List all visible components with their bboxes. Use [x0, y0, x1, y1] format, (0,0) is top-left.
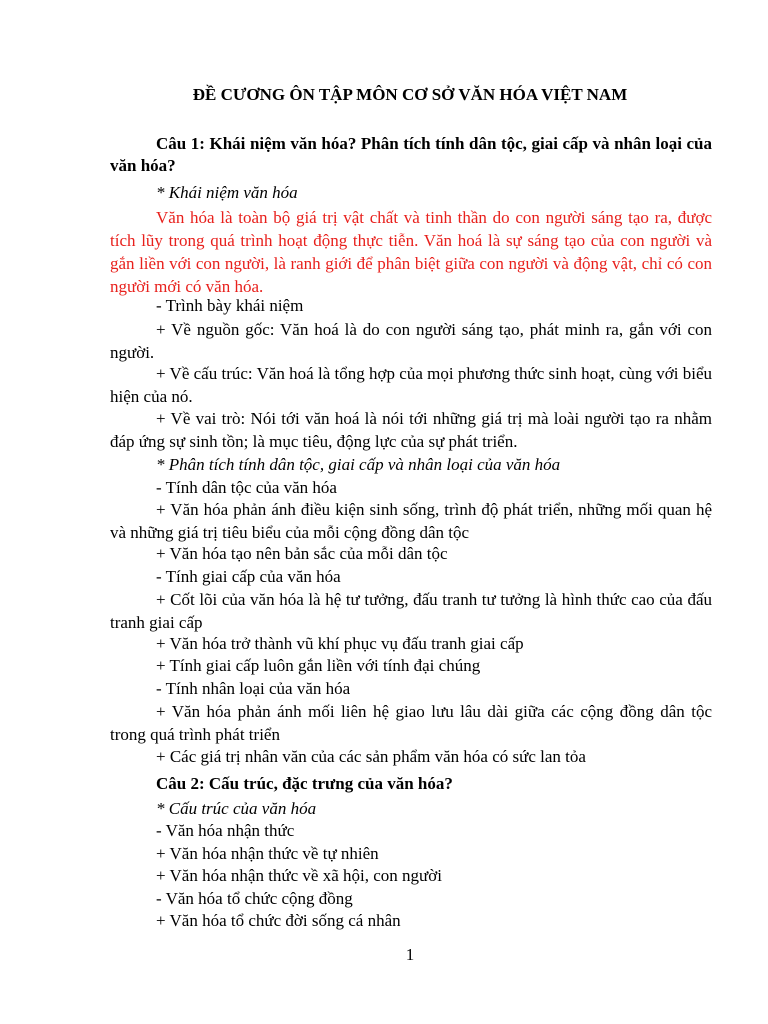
subheading-structure: * Cấu trúc của văn hóa	[156, 799, 317, 818]
item-cognitive-1: + Văn hóa nhận thức về tự nhiên	[156, 844, 379, 863]
item-community-1: + Văn hóa tổ chức đời sống cá nhân	[156, 911, 401, 930]
item-human: - Tính nhân loại của văn hóa	[156, 679, 351, 698]
item-class-3: + Tính giai cấp luôn gắn liền với tính đại chúng	[156, 656, 481, 675]
question-2: Câu 2: Cấu trúc, đặc trưng của văn hóa?	[156, 774, 453, 793]
item-cognitive-2: + Văn hóa nhận thức về xã hội, con người	[156, 866, 442, 885]
item-national: - Tính dân tộc của văn hóa	[156, 478, 337, 497]
item-class-1: + Cốt lõi của văn hóa là hệ tư tưởng, đấu tranh tư tưởng là hình thức cao của đấu tranh giai cấp	[110, 590, 712, 632]
item-class-2: + Văn hóa trở thành vũ khí phục vụ đấu tranh giai cấp	[156, 634, 524, 653]
question-1: Câu 1: Khái niệm văn hóa? Phân tích tính dân tộc, giai cấp và nhân loại của văn hóa?	[110, 134, 712, 175]
definition-paragraph: Văn hóa là toàn bộ giá trị vật chất và tinh thần do con người sáng tạo ra, được tích lũy trong quá trình hoạt động thực tiễn. Văn hoá là sự sáng tạo của con người và gắn liền với con người, là ranh giới để phân biệt giữa con người và động vật, chỉ có con người mới có văn hóa.	[110, 208, 712, 296]
item-present-concept: - Trình bày khái niệm	[156, 296, 304, 315]
item-class: - Tính giai cấp của văn hóa	[156, 567, 341, 586]
item-role: + Về vai trò: Nói tới văn hoá là nói tới những giá trị mà loài người tạo ra nhằm đáp ứng sự sinh tồn; là mục tiêu, động lực của sự phát triển.	[110, 409, 712, 451]
item-cognitive: - Văn hóa nhận thức	[156, 821, 295, 840]
item-human-1: + Văn hóa phản ánh mối liên hệ giao lưu lâu dài giữa các cộng đồng dân tộc trong quá trình phát triển	[110, 702, 712, 744]
item-origin: + Về nguồn gốc: Văn hoá là do con người sáng tạo, phát minh ra, gắn với con người.	[110, 320, 712, 362]
item-national-1: + Văn hóa phản ánh điều kiện sinh sống, trình độ phát triển, những mối quan hệ và những giá trị tiêu biểu của mỗi cộng đồng dân tộc	[110, 500, 712, 542]
subheading-concept: * Khái niệm văn hóa	[156, 183, 298, 202]
document-title: ĐỀ CƯƠNG ÔN TẬP MÔN CƠ SỞ VĂN HÓA VIỆT NAM	[192, 85, 628, 104]
subheading-analysis: * Phân tích tính dân tộc, giai cấp và nhân loại của văn hóa	[156, 455, 561, 474]
page-number: 1	[405, 945, 415, 964]
item-human-2: + Các giá trị nhân văn của các sản phẩm văn hóa có sức lan tỏa	[156, 747, 586, 766]
item-structure: + Về cấu trúc: Văn hoá là tổng hợp của mọi phương thức sinh hoạt, cùng với biểu hiện của nó.	[110, 364, 712, 406]
item-community: - Văn hóa tổ chức cộng đồng	[156, 889, 353, 908]
item-national-2: + Văn hóa tạo nên bản sắc của mỗi dân tộc	[156, 544, 448, 563]
